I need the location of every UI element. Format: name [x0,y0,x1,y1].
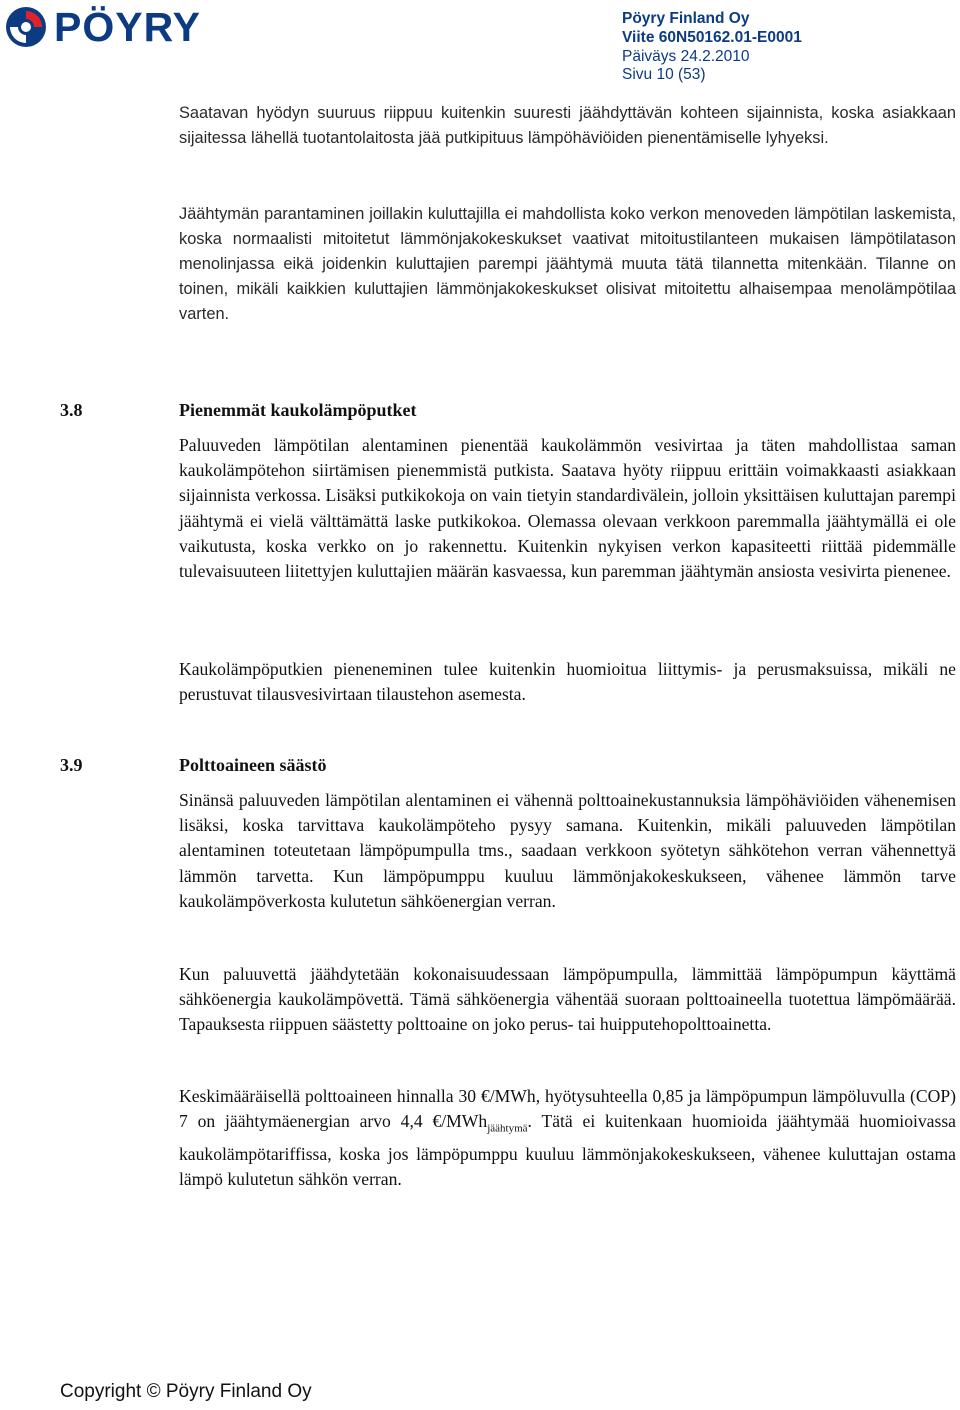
section-3-9-paragraph-3 [179,1084,956,1192]
header-company: Pöyry Finland Oy [622,10,750,27]
company-logo [4,4,201,50]
header-page-number: Sivu 10 (53) [622,66,706,84]
header-date: Päiväys 24.2.2010 [622,47,750,65]
section-heading-3-8 [60,398,417,422]
section-3-8-paragraph-1: Paluuveden lämpötilan alentaminen pienentää kaukolämmön vesivirtaa ja täten mahdollistaa saman kaukolämpötehon siirtämisen pienemmistä putkista. Saatava hyöty riippuu erittäin voimakkaasti asiakkaan sijainnista verkossa. Lisäksi putkikokoja on vain tietyin standardivälein, jolloin yksittäisen kuluttajan parempi jäähtymä ei vielä välttämättä laske putkikokoa. Olemassa olevaan verkkoon paremmalla jäähtymällä ei ole vaikutusta, koska verkko on jo rakennettu. Kuitenkin nykyisen verkon kapasiteetti riittää pidemmälle tulevaisuuteen liitettyjen kuluttajien määrän kasvaessa, kun paremman jäähtymän ansiosta vesivirta pienenee. [179,435,956,582]
paragraph-subscript: jäähtymä [487,1122,528,1135]
logo-text: PÖYRY [54,3,202,50]
intro-paragraph-2: Jäähtymän parantaminen joillakin kuluttajilla ei mahdollista koko verkon menoveden lämpötilan laskemista, koska normaalisti mitoitetut lämmönjakokeskukset vaativat mitoitustilanteen mukaisen lämpötilatason menolinjassa eikä joidenkin kuluttajien parempi jäähtymä muuta tätä tilannetta mitenkään. Tilanne on toinen, mikäli kaikkien kuluttajien lämmönjakokeskukset olisivat mitoitettu alhaisempaa menolämpötilaa varten. [179,205,956,323]
section-heading-3-9 [60,753,327,777]
paragraph-text-part-1: Keskimääräisellä polttoaineen hinnalla 30 €/MWh, hyötysuhteella 0,85 ja lämpöpumpun lämpöluvulla (COP) 7 on jäähtymäenergian arvo 4,4 €/MWh [179,1086,956,1132]
footer-copyright: Copyright © Pöyry Finland Oy [60,1381,312,1402]
paragraph-text-part-2: . Tätä ei kuitenkaan huomioida jäähtymää huomioivassa kaukolämpötariffissa, koska jos lämpöpumppu kuuluu lämmönjakokeskukseen, vähenee kuluttajan ostama lämpö kulutetun sähkön verran. [179,1111,956,1190]
section-3-8-paragraph-2: Kaukolämpöputkien pieneneminen tulee kuitenkin huomioitua liittymis- ja perusmaksuissa, mikäli ne perustuvat tilausvesivirtaan tilaustehon asemesta. [179,659,956,705]
section-3-9-paragraph-1: Sinänsä paluuveden lämpötilan alentaminen ei vähennä polttoainekustannuksia lämpöhäviöiden vähenemisen lisäksi, koska tarvittava kaukolämpöteho pysyy samana. Kuitenkin, mikäli paluuveden lämpötilan alentaminen toteutetaan lämpöpumpulla tms., saadaan verkkoon syötetyn sähkötehon verran vähennettyä lämmön tarvetta. Kun lämpöpumppu kuuluu lämmönjakokeskukseen, vähenee lämmön tarve kaukolämpöverkosta kulutetun sähköenergian verran. [179,790,956,911]
section-number: 3.8 [60,400,83,420]
document-header-info [622,10,802,85]
section-title: Polttoaineen säästö [179,755,327,775]
intro-paragraph-1: Saatavan hyödyn suuruus riippuu kuitenkin suuresti jäähdyttävän kohteen sijainnista, koska asiakkaan sijaitessa lähellä tuotantolaitosta jää putkipituus lämpöhäviöiden pienentämiselle lyhyeksi. [179,104,956,147]
section-title: Pienemmät kaukolämpöputket [179,400,417,420]
poyry-logo-icon [4,5,48,49]
header-reference: Viite 60N50162.01-E0001 [622,28,802,46]
section-number: 3.9 [60,755,83,775]
section-3-9-paragraph-2: Kun paluuvettä jäähdytetään kokonaisuudessaan lämpöpumpulla, lämmittää lämpöpumpun käyttämä sähköenergia kaukolämpövettä. Tämä sähköenergia vähentää suoraan polttoaineella tuotettua lämpömäärää. Tapauksesta riippuen säästetty polttoaine on joko perus- tai huipputehopolttoainetta. [179,964,956,1035]
